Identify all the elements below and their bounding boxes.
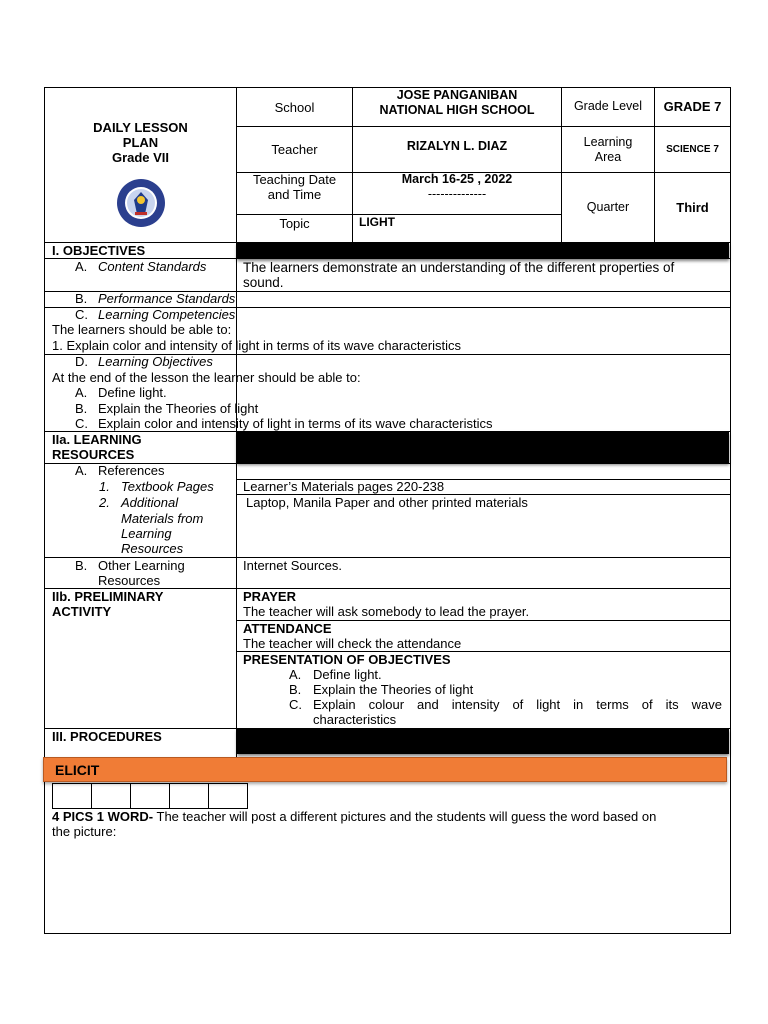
presentation-item: Define light.	[313, 667, 382, 682]
content-standards-text: sound.	[243, 275, 284, 290]
learning-area-label	[562, 127, 654, 172]
learning-competencies-label: Learning Competencies	[98, 307, 236, 322]
presentation-item-letter: B.	[289, 682, 302, 697]
school-name-line: NATIONAL HIGH SCHOOL	[379, 103, 535, 117]
textbook-label: Textbook Pages	[121, 479, 214, 494]
answer-box[interactable]	[53, 784, 92, 808]
performance-standards-label: Performance Standards	[98, 291, 236, 306]
answer-box[interactable]	[209, 784, 247, 808]
title-line: PLAN	[122, 134, 159, 150]
activity-text: The teacher will post a different pictures and the students will guess the word based on	[153, 809, 657, 824]
preliminary-heading: ACTIVITY	[52, 604, 112, 619]
prayer-text: The teacher will ask somebody to lead the prayer.	[243, 604, 530, 619]
school-value	[353, 88, 561, 118]
objective-item-letter: B.	[75, 401, 88, 416]
deped-seal-logo	[116, 178, 166, 228]
quarter-label: Quarter	[586, 199, 630, 214]
attendance-text: The teacher will check the attendance	[243, 636, 462, 651]
objective-item-letter: C.	[75, 416, 88, 431]
topic-label: Topic	[279, 215, 310, 231]
answer-box[interactable]	[131, 784, 170, 808]
answer-box[interactable]	[92, 784, 131, 808]
label-line: and Time	[267, 187, 322, 202]
section-bar	[237, 243, 729, 259]
grade-level-value: GRADE 7	[663, 98, 722, 114]
preliminary-heading: IIb. PRELIMINARY	[52, 589, 164, 604]
objective-item: Explain color and intensity of light in terms of its wave characteristics	[98, 416, 493, 431]
presentation-item: Explain colour and intensity of light in terms of its wave	[313, 697, 722, 712]
performance-standards-letter: B.	[75, 291, 88, 306]
presentation-item: Explain the Theories of light	[313, 682, 474, 697]
topic-value: LIGHT	[359, 215, 395, 229]
school-name-line: JOSE PANGANIBAN	[396, 88, 518, 102]
objective-item: Define light.	[98, 385, 167, 400]
attendance-title: ATTENDANCE	[243, 621, 332, 636]
rule	[44, 87, 45, 934]
additional-label: Learning	[121, 526, 172, 541]
additional-label: Resources	[121, 541, 184, 556]
content-standards-text: The learners demonstrate an understanding of the different properties of	[243, 260, 675, 275]
section-bar	[237, 432, 729, 463]
other-resources-value: Internet Sources.	[243, 558, 342, 573]
additional-value: Laptop, Manila Paper and other printed materials	[246, 495, 528, 510]
time-text: --------------	[427, 187, 487, 201]
teacher-label: Teacher	[271, 142, 318, 157]
activity-description-continued: the picture:	[52, 824, 117, 839]
learning-competencies-letter: C.	[75, 307, 88, 322]
objectives-heading: I. OBJECTIVES	[52, 243, 146, 258]
grade-level-label: Grade Level	[573, 98, 643, 113]
resources-heading: IIa. LEARNING	[52, 432, 142, 447]
learning-area-value: SCIENCE 7	[666, 144, 719, 155]
competencies-intro: The learners should be able to:	[52, 322, 232, 337]
label-line: Area	[594, 149, 622, 164]
section-bar	[237, 729, 729, 754]
additional-label: Materials from	[121, 511, 204, 526]
learning-objectives-letter: D.	[75, 354, 88, 369]
other-resources-letter: B.	[75, 558, 88, 573]
teaching-date-value	[353, 172, 561, 202]
references-letter: A.	[75, 463, 88, 478]
textbook-number: 1.	[99, 479, 110, 494]
objectives-intro: At the end of the lesson the learner should be able to:	[52, 370, 361, 385]
label-line: Learning	[583, 134, 633, 149]
elicit-banner	[43, 757, 727, 782]
presentation-item-continued: characteristics	[313, 712, 397, 727]
procedures-heading: III. PROCEDURES	[52, 729, 162, 744]
other-resources-label: Resources	[98, 573, 161, 588]
teaching-date-label	[237, 172, 352, 202]
references-label: References	[98, 463, 165, 478]
presentation-item-letter: A.	[289, 667, 302, 682]
quarter-value: Third	[676, 199, 709, 215]
activity-description	[52, 809, 656, 824]
elicit-label: ELICIT	[55, 762, 100, 778]
additional-number: 2.	[99, 495, 110, 510]
content-standards-label: Content Standards	[98, 259, 207, 274]
objective-item: Explain the Theories of light	[98, 401, 259, 416]
objective-item-letter: A.	[75, 385, 88, 400]
label-line: Teaching Date	[252, 172, 337, 187]
rule	[44, 933, 731, 934]
date-text: March 16-25 , 2022	[401, 172, 513, 186]
title-line: DAILY LESSON	[93, 119, 188, 135]
title-line: Grade VII	[111, 149, 170, 165]
textbook-value: Learner’s Materials pages 220-238	[243, 479, 445, 494]
other-resources-label: Other Learning	[98, 558, 185, 573]
additional-label: Additional	[121, 495, 179, 510]
document-title	[44, 118, 237, 166]
prayer-title: PRAYER	[243, 589, 296, 604]
content-standards-letter: A.	[75, 259, 88, 274]
resources-heading: RESOURCES	[52, 447, 135, 462]
presentation-title: PRESENTATION OF OBJECTIVES	[243, 652, 451, 667]
activity-title: 4 PICS 1 WORD-	[52, 809, 154, 824]
learning-objectives-label: Learning Objectives	[98, 354, 213, 369]
answer-box[interactable]	[170, 784, 209, 808]
competency-item: 1. Explain color and intensity of light in terms of its wave characteristics	[52, 338, 461, 353]
answer-boxes	[52, 783, 248, 809]
presentation-item-letter: C.	[289, 697, 302, 712]
school-label: School	[274, 99, 315, 115]
teacher-value: RIZALYN L. DIAZ	[406, 138, 508, 153]
rule	[730, 87, 731, 934]
